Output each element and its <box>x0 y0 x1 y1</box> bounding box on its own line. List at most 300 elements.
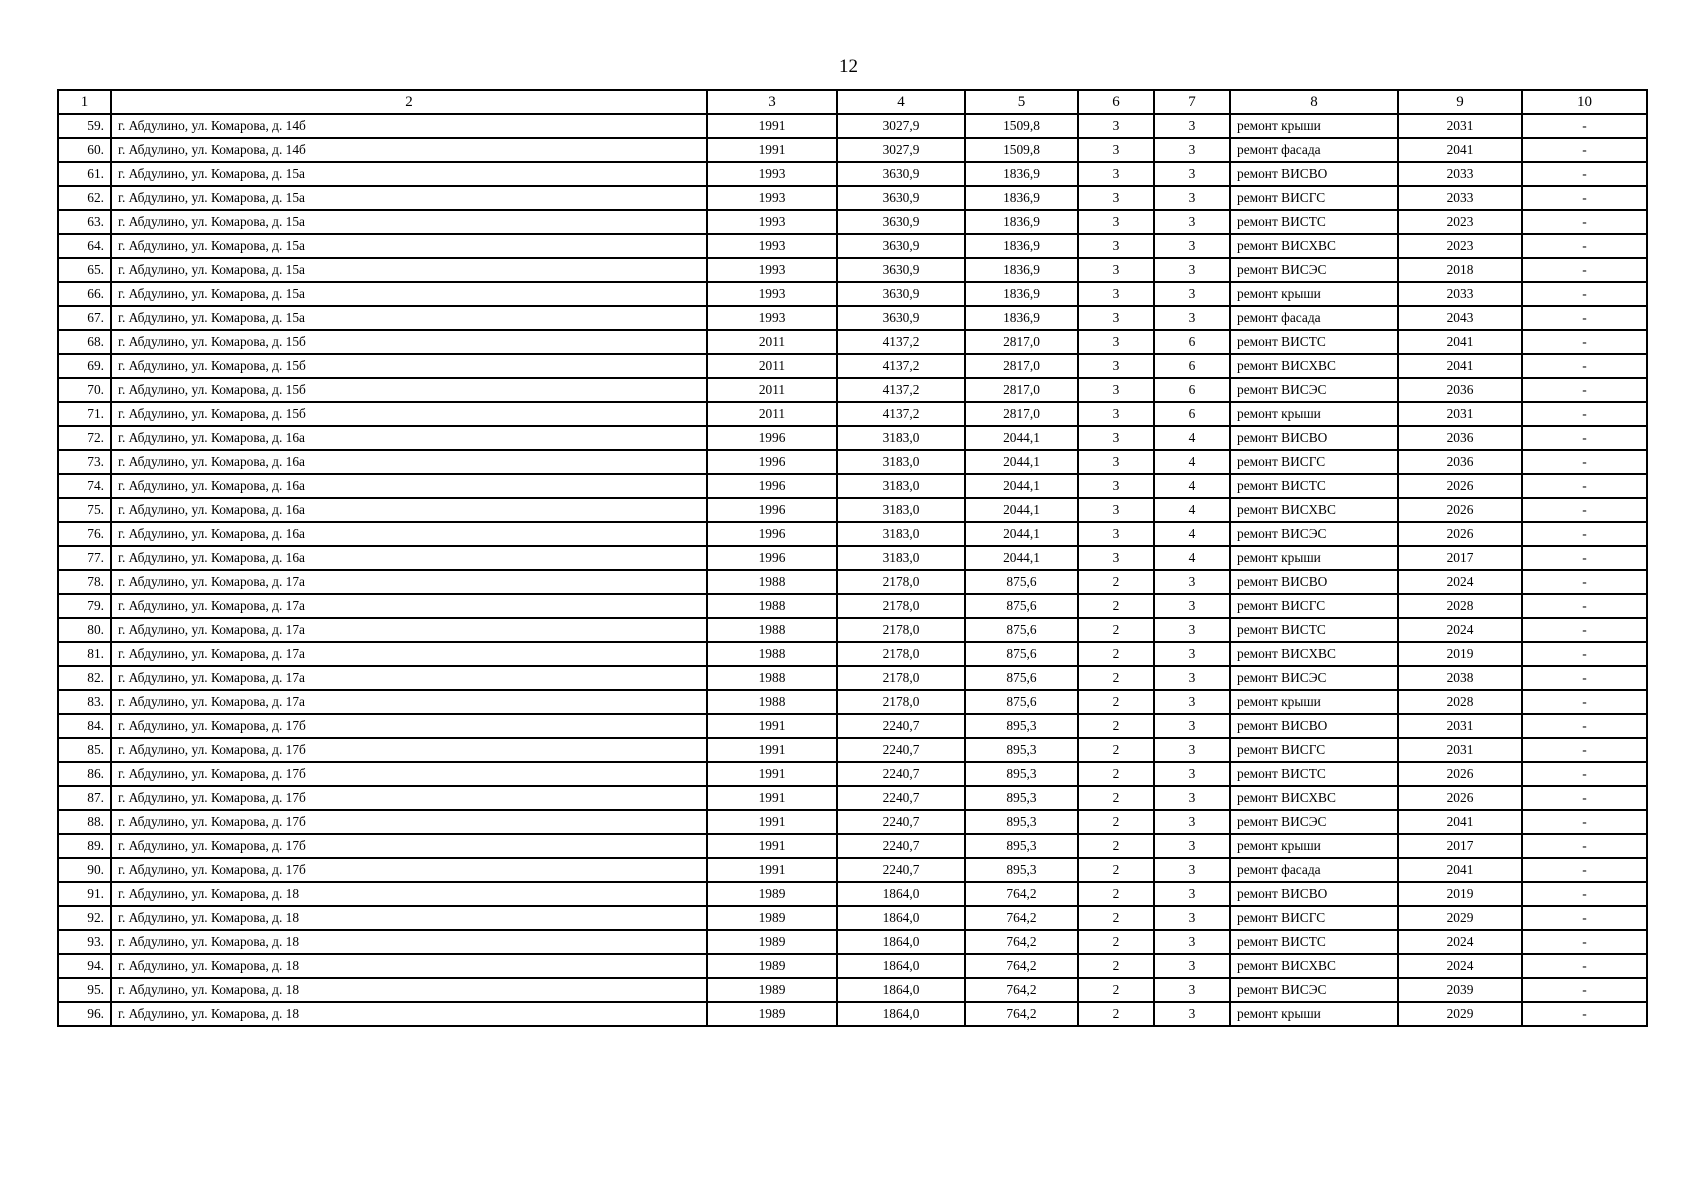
table-row <box>58 786 1647 810</box>
floors-cell: 2 <box>1078 1002 1154 1026</box>
address-cell: г. Абдулино, ул. Комарова, д. 18 <box>111 882 707 906</box>
floors-cell: 2 <box>1078 618 1154 642</box>
work-type-cell: ремонт ВИСВО <box>1230 714 1398 738</box>
table-row <box>58 882 1647 906</box>
total-area-cell: 2178,0 <box>837 570 965 594</box>
living-area-cell: 2044,1 <box>965 474 1078 498</box>
total-area-cell: 2240,7 <box>837 738 965 762</box>
living-area-cell: 1836,9 <box>965 234 1078 258</box>
row-number-cell: 65. <box>58 258 111 282</box>
entrances-cell: 3 <box>1154 762 1230 786</box>
living-area-cell: 895,3 <box>965 834 1078 858</box>
planned-year-cell: 2036 <box>1398 450 1522 474</box>
year-built-cell: 1991 <box>707 810 837 834</box>
work-type-cell: ремонт ВИСЭС <box>1230 666 1398 690</box>
row-number-cell: 77. <box>58 546 111 570</box>
floors-cell: 3 <box>1078 474 1154 498</box>
entrances-cell: 3 <box>1154 690 1230 714</box>
work-type-cell: ремонт ВИСХВС <box>1230 786 1398 810</box>
table-row <box>58 618 1647 642</box>
table-row <box>58 738 1647 762</box>
total-area-cell: 3183,0 <box>837 522 965 546</box>
living-area-cell: 2817,0 <box>965 354 1078 378</box>
entrances-cell: 4 <box>1154 474 1230 498</box>
total-area-cell: 3630,9 <box>837 234 965 258</box>
table-row <box>58 162 1647 186</box>
floors-cell: 2 <box>1078 738 1154 762</box>
year-built-cell: 1988 <box>707 666 837 690</box>
row-number-cell: 70. <box>58 378 111 402</box>
column-header-1: 1 <box>58 90 111 114</box>
floors-cell: 3 <box>1078 162 1154 186</box>
table-row <box>58 642 1647 666</box>
address-cell: г. Абдулино, ул. Комарова, д. 17а <box>111 690 707 714</box>
address-cell: г. Абдулино, ул. Комарова, д. 17б <box>111 834 707 858</box>
planned-year-cell: 2041 <box>1398 330 1522 354</box>
floors-cell: 2 <box>1078 570 1154 594</box>
entrances-cell: 3 <box>1154 114 1230 138</box>
year-built-cell: 2011 <box>707 378 837 402</box>
total-area-cell: 1864,0 <box>837 906 965 930</box>
planned-year-cell: 2019 <box>1398 882 1522 906</box>
planned-year-cell: 2041 <box>1398 138 1522 162</box>
work-type-cell: ремонт ВИСЭС <box>1230 378 1398 402</box>
living-area-cell: 2044,1 <box>965 522 1078 546</box>
note-cell: - <box>1522 906 1647 930</box>
row-number-cell: 67. <box>58 306 111 330</box>
table-row <box>58 138 1647 162</box>
living-area-cell: 1509,8 <box>965 114 1078 138</box>
living-area-cell: 764,2 <box>965 1002 1078 1026</box>
work-type-cell: ремонт ВИСВО <box>1230 570 1398 594</box>
living-area-cell: 2817,0 <box>965 378 1078 402</box>
address-cell: г. Абдулино, ул. Комарова, д. 15а <box>111 234 707 258</box>
address-cell: г. Абдулино, ул. Комарова, д. 17а <box>111 666 707 690</box>
living-area-cell: 1836,9 <box>965 258 1078 282</box>
row-number-cell: 84. <box>58 714 111 738</box>
table-row <box>58 546 1647 570</box>
note-cell: - <box>1522 618 1647 642</box>
year-built-cell: 1993 <box>707 306 837 330</box>
address-cell: г. Абдулино, ул. Комарова, д. 15а <box>111 306 707 330</box>
address-cell: г. Абдулино, ул. Комарова, д. 15б <box>111 402 707 426</box>
note-cell: - <box>1522 210 1647 234</box>
planned-year-cell: 2031 <box>1398 402 1522 426</box>
column-header-2: 2 <box>111 90 707 114</box>
row-number-cell: 78. <box>58 570 111 594</box>
work-type-cell: ремонт ВИСГС <box>1230 594 1398 618</box>
floors-cell: 3 <box>1078 306 1154 330</box>
work-type-cell: ремонт ВИСВО <box>1230 162 1398 186</box>
floors-cell: 3 <box>1078 402 1154 426</box>
living-area-cell: 1509,8 <box>965 138 1078 162</box>
work-type-cell: ремонт ВИСГС <box>1230 906 1398 930</box>
column-header-4: 4 <box>837 90 965 114</box>
address-cell: г. Абдулино, ул. Комарова, д. 18 <box>111 906 707 930</box>
year-built-cell: 1991 <box>707 786 837 810</box>
entrances-cell: 3 <box>1154 882 1230 906</box>
total-area-cell: 2178,0 <box>837 642 965 666</box>
total-area-cell: 2240,7 <box>837 834 965 858</box>
planned-year-cell: 2036 <box>1398 426 1522 450</box>
note-cell: - <box>1522 834 1647 858</box>
year-built-cell: 1991 <box>707 714 837 738</box>
table-row <box>58 906 1647 930</box>
table-row <box>58 666 1647 690</box>
work-type-cell: ремонт крыши <box>1230 282 1398 306</box>
table-row <box>58 498 1647 522</box>
total-area-cell: 4137,2 <box>837 378 965 402</box>
address-cell: г. Абдулино, ул. Комарова, д. 18 <box>111 930 707 954</box>
floors-cell: 2 <box>1078 810 1154 834</box>
living-area-cell: 1836,9 <box>965 282 1078 306</box>
note-cell: - <box>1522 162 1647 186</box>
planned-year-cell: 2026 <box>1398 522 1522 546</box>
year-built-cell: 1991 <box>707 834 837 858</box>
living-area-cell: 1836,9 <box>965 210 1078 234</box>
living-area-cell: 895,3 <box>965 762 1078 786</box>
table-row <box>58 210 1647 234</box>
floors-cell: 2 <box>1078 690 1154 714</box>
table-row <box>58 954 1647 978</box>
year-built-cell: 1996 <box>707 426 837 450</box>
planned-year-cell: 2039 <box>1398 978 1522 1002</box>
year-built-cell: 1989 <box>707 882 837 906</box>
year-built-cell: 1988 <box>707 642 837 666</box>
total-area-cell: 3630,9 <box>837 306 965 330</box>
entrances-cell: 4 <box>1154 426 1230 450</box>
planned-year-cell: 2017 <box>1398 546 1522 570</box>
work-type-cell: ремонт ВИСХВС <box>1230 234 1398 258</box>
table-row <box>58 714 1647 738</box>
total-area-cell: 2240,7 <box>837 810 965 834</box>
year-built-cell: 1996 <box>707 522 837 546</box>
total-area-cell: 2178,0 <box>837 618 965 642</box>
row-number-cell: 94. <box>58 954 111 978</box>
total-area-cell: 3183,0 <box>837 426 965 450</box>
note-cell: - <box>1522 762 1647 786</box>
year-built-cell: 1991 <box>707 138 837 162</box>
row-number-cell: 62. <box>58 186 111 210</box>
work-type-cell: ремонт ВИСХВС <box>1230 954 1398 978</box>
work-type-cell: ремонт ВИСЭС <box>1230 810 1398 834</box>
year-built-cell: 2011 <box>707 354 837 378</box>
table-row <box>58 978 1647 1002</box>
living-area-cell: 2044,1 <box>965 450 1078 474</box>
living-area-cell: 2044,1 <box>965 546 1078 570</box>
floors-cell: 3 <box>1078 498 1154 522</box>
planned-year-cell: 2041 <box>1398 858 1522 882</box>
work-type-cell: ремонт фасада <box>1230 858 1398 882</box>
note-cell: - <box>1522 498 1647 522</box>
year-built-cell: 1996 <box>707 450 837 474</box>
page-number: 12 <box>839 56 858 77</box>
entrances-cell: 3 <box>1154 258 1230 282</box>
entrances-cell: 3 <box>1154 906 1230 930</box>
note-cell: - <box>1522 642 1647 666</box>
year-built-cell: 2011 <box>707 402 837 426</box>
total-area-cell: 3183,0 <box>837 450 965 474</box>
note-cell: - <box>1522 330 1647 354</box>
planned-year-cell: 2043 <box>1398 306 1522 330</box>
floors-cell: 3 <box>1078 522 1154 546</box>
row-number-cell: 90. <box>58 858 111 882</box>
floors-cell: 2 <box>1078 930 1154 954</box>
row-number-cell: 80. <box>58 618 111 642</box>
note-cell: - <box>1522 786 1647 810</box>
total-area-cell: 2240,7 <box>837 714 965 738</box>
living-area-cell: 895,3 <box>965 738 1078 762</box>
address-cell: г. Абдулино, ул. Комарова, д. 17а <box>111 618 707 642</box>
living-area-cell: 764,2 <box>965 882 1078 906</box>
planned-year-cell: 2029 <box>1398 1002 1522 1026</box>
row-number-cell: 82. <box>58 666 111 690</box>
address-cell: г. Абдулино, ул. Комарова, д. 16а <box>111 426 707 450</box>
planned-year-cell: 2031 <box>1398 114 1522 138</box>
column-header-8: 8 <box>1230 90 1398 114</box>
row-number-cell: 96. <box>58 1002 111 1026</box>
total-area-cell: 3183,0 <box>837 474 965 498</box>
table-row <box>58 834 1647 858</box>
planned-year-cell: 2026 <box>1398 762 1522 786</box>
table-row <box>58 810 1647 834</box>
row-number-cell: 79. <box>58 594 111 618</box>
entrances-cell: 3 <box>1154 594 1230 618</box>
planned-year-cell: 2031 <box>1398 714 1522 738</box>
floors-cell: 3 <box>1078 234 1154 258</box>
address-cell: г. Абдулино, ул. Комарова, д. 14б <box>111 138 707 162</box>
work-type-cell: ремонт ВИСВО <box>1230 426 1398 450</box>
planned-year-cell: 2033 <box>1398 162 1522 186</box>
table-row <box>58 282 1647 306</box>
note-cell: - <box>1522 810 1647 834</box>
address-cell: г. Абдулино, ул. Комарова, д. 18 <box>111 1002 707 1026</box>
note-cell: - <box>1522 378 1647 402</box>
repair-schedule-table <box>57 89 1648 1027</box>
entrances-cell: 3 <box>1154 162 1230 186</box>
table-row <box>58 858 1647 882</box>
floors-cell: 3 <box>1078 450 1154 474</box>
year-built-cell: 1988 <box>707 690 837 714</box>
address-cell: г. Абдулино, ул. Комарова, д. 16а <box>111 546 707 570</box>
work-type-cell: ремонт крыши <box>1230 114 1398 138</box>
note-cell: - <box>1522 666 1647 690</box>
note-cell: - <box>1522 114 1647 138</box>
table-row <box>58 378 1647 402</box>
note-cell: - <box>1522 882 1647 906</box>
work-type-cell: ремонт ВИСЭС <box>1230 978 1398 1002</box>
table-row <box>58 354 1647 378</box>
row-number-cell: 93. <box>58 930 111 954</box>
floors-cell: 3 <box>1078 210 1154 234</box>
table-row <box>58 330 1647 354</box>
work-type-cell: ремонт фасада <box>1230 306 1398 330</box>
note-cell: - <box>1522 738 1647 762</box>
year-built-cell: 1989 <box>707 906 837 930</box>
row-number-cell: 92. <box>58 906 111 930</box>
note-cell: - <box>1522 714 1647 738</box>
year-built-cell: 2011 <box>707 330 837 354</box>
total-area-cell: 3027,9 <box>837 114 965 138</box>
column-header-6: 6 <box>1078 90 1154 114</box>
row-number-cell: 74. <box>58 474 111 498</box>
year-built-cell: 1993 <box>707 186 837 210</box>
work-type-cell: ремонт ВИСТС <box>1230 762 1398 786</box>
living-area-cell: 875,6 <box>965 570 1078 594</box>
total-area-cell: 3183,0 <box>837 546 965 570</box>
table-row <box>58 570 1647 594</box>
floors-cell: 2 <box>1078 858 1154 882</box>
living-area-cell: 875,6 <box>965 618 1078 642</box>
total-area-cell: 2240,7 <box>837 786 965 810</box>
entrances-cell: 3 <box>1154 666 1230 690</box>
row-number-cell: 68. <box>58 330 111 354</box>
planned-year-cell: 2041 <box>1398 810 1522 834</box>
floors-cell: 3 <box>1078 546 1154 570</box>
row-number-cell: 83. <box>58 690 111 714</box>
table-row <box>58 522 1647 546</box>
year-built-cell: 1991 <box>707 762 837 786</box>
note-cell: - <box>1522 1002 1647 1026</box>
entrances-cell: 3 <box>1154 810 1230 834</box>
entrances-cell: 3 <box>1154 834 1230 858</box>
year-built-cell: 1993 <box>707 162 837 186</box>
note-cell: - <box>1522 354 1647 378</box>
entrances-cell: 6 <box>1154 378 1230 402</box>
total-area-cell: 2240,7 <box>837 762 965 786</box>
living-area-cell: 1836,9 <box>965 162 1078 186</box>
living-area-cell: 895,3 <box>965 786 1078 810</box>
table-row <box>58 690 1647 714</box>
entrances-cell: 3 <box>1154 738 1230 762</box>
total-area-cell: 3183,0 <box>837 498 965 522</box>
work-type-cell: ремонт ВИСГС <box>1230 738 1398 762</box>
entrances-cell: 6 <box>1154 354 1230 378</box>
entrances-cell: 4 <box>1154 522 1230 546</box>
row-number-cell: 75. <box>58 498 111 522</box>
year-built-cell: 1991 <box>707 114 837 138</box>
total-area-cell: 1864,0 <box>837 930 965 954</box>
total-area-cell: 2240,7 <box>837 858 965 882</box>
year-built-cell: 1993 <box>707 234 837 258</box>
note-cell: - <box>1522 594 1647 618</box>
address-cell: г. Абдулино, ул. Комарова, д. 17б <box>111 810 707 834</box>
total-area-cell: 1864,0 <box>837 978 965 1002</box>
year-built-cell: 1989 <box>707 978 837 1002</box>
year-built-cell: 1988 <box>707 618 837 642</box>
column-header-9: 9 <box>1398 90 1522 114</box>
row-number-cell: 61. <box>58 162 111 186</box>
total-area-cell: 2178,0 <box>837 690 965 714</box>
table-row <box>58 306 1647 330</box>
row-number-cell: 72. <box>58 426 111 450</box>
row-number-cell: 88. <box>58 810 111 834</box>
living-area-cell: 875,6 <box>965 666 1078 690</box>
year-built-cell: 1996 <box>707 546 837 570</box>
living-area-cell: 2044,1 <box>965 426 1078 450</box>
total-area-cell: 3630,9 <box>837 162 965 186</box>
floors-cell: 3 <box>1078 114 1154 138</box>
planned-year-cell: 2024 <box>1398 930 1522 954</box>
address-cell: г. Абдулино, ул. Комарова, д. 15а <box>111 258 707 282</box>
total-area-cell: 4137,2 <box>837 330 965 354</box>
year-built-cell: 1996 <box>707 498 837 522</box>
floors-cell: 2 <box>1078 954 1154 978</box>
total-area-cell: 1864,0 <box>837 954 965 978</box>
address-cell: г. Абдулино, ул. Комарова, д. 18 <box>111 978 707 1002</box>
row-number-cell: 66. <box>58 282 111 306</box>
table-row <box>58 450 1647 474</box>
planned-year-cell: 2029 <box>1398 906 1522 930</box>
year-built-cell: 1996 <box>707 474 837 498</box>
table-row <box>58 474 1647 498</box>
floors-cell: 3 <box>1078 354 1154 378</box>
work-type-cell: ремонт ВИСХВС <box>1230 354 1398 378</box>
floors-cell: 3 <box>1078 138 1154 162</box>
note-cell: - <box>1522 186 1647 210</box>
address-cell: г. Абдулино, ул. Комарова, д. 17б <box>111 714 707 738</box>
note-cell: - <box>1522 474 1647 498</box>
address-cell: г. Абдулино, ул. Комарова, д. 17б <box>111 858 707 882</box>
year-built-cell: 1993 <box>707 210 837 234</box>
living-area-cell: 764,2 <box>965 930 1078 954</box>
entrances-cell: 3 <box>1154 570 1230 594</box>
floors-cell: 3 <box>1078 426 1154 450</box>
living-area-cell: 764,2 <box>965 954 1078 978</box>
note-cell: - <box>1522 954 1647 978</box>
planned-year-cell: 2038 <box>1398 666 1522 690</box>
planned-year-cell: 2033 <box>1398 282 1522 306</box>
note-cell: - <box>1522 450 1647 474</box>
row-number-cell: 64. <box>58 234 111 258</box>
work-type-cell: ремонт ВИСТС <box>1230 930 1398 954</box>
address-cell: г. Абдулино, ул. Комарова, д. 17а <box>111 594 707 618</box>
note-cell: - <box>1522 858 1647 882</box>
note-cell: - <box>1522 690 1647 714</box>
note-cell: - <box>1522 138 1647 162</box>
floors-cell: 2 <box>1078 906 1154 930</box>
planned-year-cell: 2028 <box>1398 594 1522 618</box>
floors-cell: 3 <box>1078 258 1154 282</box>
work-type-cell: ремонт ВИСГС <box>1230 186 1398 210</box>
planned-year-cell: 2031 <box>1398 738 1522 762</box>
floors-cell: 2 <box>1078 762 1154 786</box>
note-cell: - <box>1522 258 1647 282</box>
floors-cell: 2 <box>1078 714 1154 738</box>
planned-year-cell: 2026 <box>1398 498 1522 522</box>
work-type-cell: ремонт крыши <box>1230 1002 1398 1026</box>
address-cell: г. Абдулино, ул. Комарова, д. 15б <box>111 354 707 378</box>
note-cell: - <box>1522 282 1647 306</box>
note-cell: - <box>1522 402 1647 426</box>
entrances-cell: 3 <box>1154 978 1230 1002</box>
planned-year-cell: 2028 <box>1398 690 1522 714</box>
planned-year-cell: 2024 <box>1398 954 1522 978</box>
table-body <box>58 114 1647 1026</box>
work-type-cell: ремонт ВИСГС <box>1230 450 1398 474</box>
work-type-cell: ремонт крыши <box>1230 834 1398 858</box>
year-built-cell: 1991 <box>707 858 837 882</box>
planned-year-cell: 2018 <box>1398 258 1522 282</box>
row-number-cell: 71. <box>58 402 111 426</box>
table-row <box>58 930 1647 954</box>
entrances-cell: 3 <box>1154 618 1230 642</box>
total-area-cell: 2178,0 <box>837 666 965 690</box>
row-number-cell: 86. <box>58 762 111 786</box>
living-area-cell: 875,6 <box>965 690 1078 714</box>
work-type-cell: ремонт ВИСВО <box>1230 882 1398 906</box>
row-number-cell: 91. <box>58 882 111 906</box>
